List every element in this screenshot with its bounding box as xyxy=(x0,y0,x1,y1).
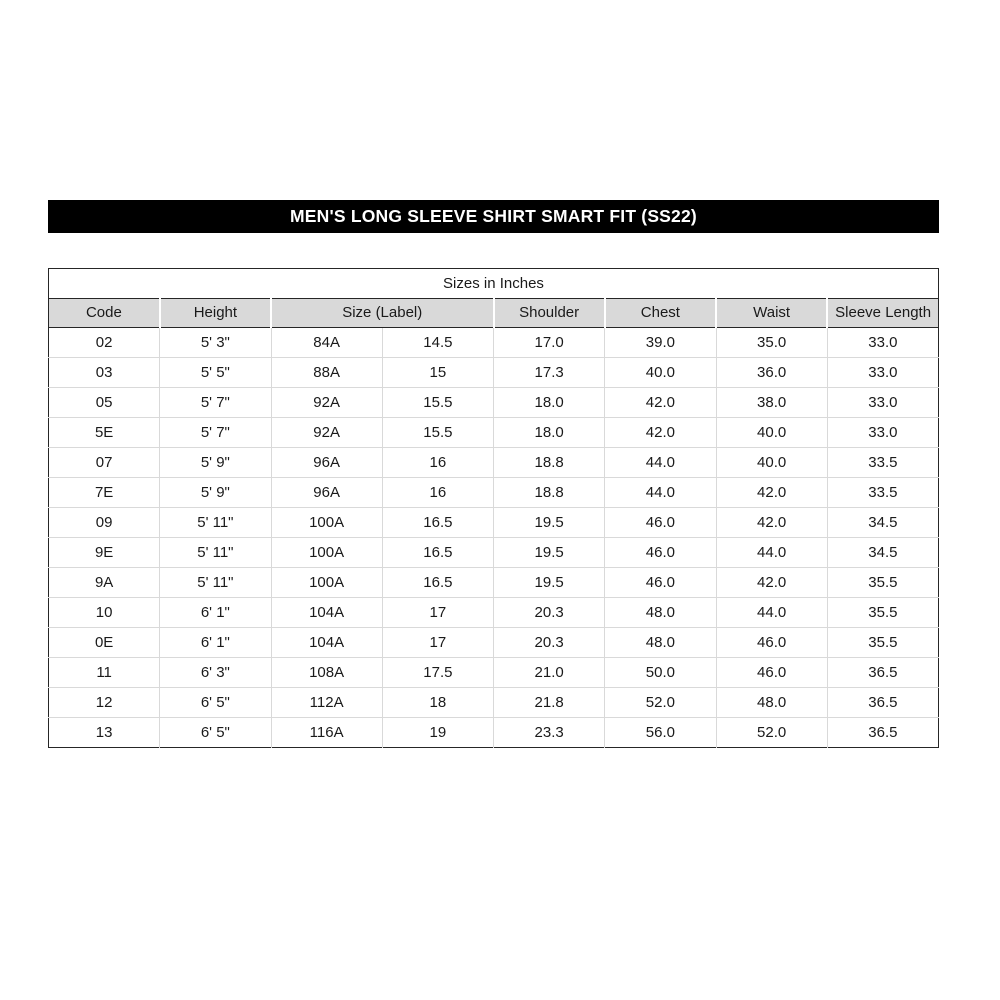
table-cell: 40.0 xyxy=(605,358,716,388)
table-header-row xyxy=(49,298,939,328)
table-caption-row xyxy=(49,269,939,299)
table-cell: 100A xyxy=(271,568,382,598)
table-cell: 02 xyxy=(95,334,113,351)
table-cell: 33.0 xyxy=(827,388,938,418)
table-cell: 112A xyxy=(271,688,382,718)
table-cell: 33.0 xyxy=(827,328,938,358)
table-cell: 18.0 xyxy=(494,388,605,418)
table-cell: 35.5 xyxy=(827,568,938,598)
table-cell: 15.5 xyxy=(382,388,493,418)
table-cell: 34.5 xyxy=(827,508,938,538)
table-cell: 104A xyxy=(271,598,382,628)
table-cell: 11 xyxy=(49,658,160,688)
table-cell: 16 xyxy=(382,448,493,478)
table-cell: 88A xyxy=(271,358,382,388)
table-cell: 5' 9" xyxy=(160,478,271,508)
table-cell: 35.5 xyxy=(827,628,938,658)
table-cell: 46.0 xyxy=(605,568,716,598)
table-cell: 52.0 xyxy=(716,718,827,748)
table-cell: 5' 7" xyxy=(160,388,271,418)
table-cell: 19.5 xyxy=(494,568,605,598)
table-cell: 15.5 xyxy=(382,418,493,448)
table-cell: 21.8 xyxy=(494,688,605,718)
table-cell: 6' 3" xyxy=(160,658,271,688)
table-cell: 40.0 xyxy=(716,418,827,448)
table-cell: 05 xyxy=(49,388,160,418)
table-cell: 33.0 xyxy=(827,418,938,448)
table-cell: 16.5 xyxy=(382,538,493,568)
table-cell: 5' 11" xyxy=(160,508,271,538)
table-cell: 12 xyxy=(49,688,160,718)
table-cell: 16.5 xyxy=(382,508,493,538)
table-cell: 52.0 xyxy=(605,688,716,718)
table-cell: 46.0 xyxy=(605,508,716,538)
table-cell: 44.0 xyxy=(605,478,716,508)
table-cell: 35.5 xyxy=(827,598,938,628)
column-header-waist: Waist xyxy=(716,298,827,328)
table-cell: 17 xyxy=(382,628,493,658)
table-cell: 17.3 xyxy=(494,358,605,388)
table-row xyxy=(49,568,939,598)
table-cell: 19.5 xyxy=(494,508,605,538)
table-cell: 42.0 xyxy=(605,388,716,418)
table-cell: 108A xyxy=(271,658,382,688)
table-cell: 35.0 xyxy=(716,328,827,358)
table-cell: 36.0 xyxy=(716,358,827,388)
table-cell: 16.5 xyxy=(382,568,493,598)
table-cell: 10 xyxy=(49,598,160,628)
table-cell: 23.3 xyxy=(494,718,605,748)
table-cell: 21.0 xyxy=(494,658,605,688)
column-header-height: Height xyxy=(160,298,271,328)
table-row xyxy=(49,688,939,718)
table-cell: 20.3 xyxy=(494,598,605,628)
table-cell: 19.5 xyxy=(494,538,605,568)
table-cell: 17 xyxy=(382,598,493,628)
table-cell: 0E xyxy=(49,628,160,658)
table-cell: 09 xyxy=(49,508,160,538)
table-cell: 18.0 xyxy=(494,418,605,448)
table-body xyxy=(49,328,939,748)
table-cell: 19 xyxy=(382,718,493,748)
table-cell: 13 xyxy=(49,718,160,748)
table-cell: 5' 7" xyxy=(160,418,271,448)
table-row xyxy=(49,328,939,358)
table-cell: 48.0 xyxy=(605,628,716,658)
table-row xyxy=(49,418,939,448)
table-cell: 48.0 xyxy=(716,688,827,718)
table-cell: 6' 5" xyxy=(160,688,271,718)
column-header-size-label: Size (Label) xyxy=(271,298,494,328)
table-cell: 20.3 xyxy=(494,628,605,658)
table-cell: 42.0 xyxy=(716,478,827,508)
table-cell: 46.0 xyxy=(605,538,716,568)
table-cell: 14.5 xyxy=(382,328,493,358)
table-cell: 48.0 xyxy=(605,598,716,628)
table-cell: 42.0 xyxy=(605,418,716,448)
table-cell: 36.5 xyxy=(827,718,938,748)
table-cell: 116A xyxy=(271,718,382,748)
table-cell: 17.5 xyxy=(382,658,493,688)
table-cell: 6' 5" xyxy=(160,718,271,748)
table-cell: 5' 5" xyxy=(160,358,271,388)
table-row xyxy=(49,448,939,478)
table-cell: 17.0 xyxy=(494,328,605,358)
table-cell: 33.5 xyxy=(827,478,938,508)
table-cell: 03 xyxy=(49,358,160,388)
table-cell: 18.8 xyxy=(494,448,605,478)
table-cell: 92A xyxy=(271,418,382,448)
table-cell: 96A xyxy=(271,448,382,478)
table-cell: 36.5 xyxy=(827,688,938,718)
column-header-code: Code xyxy=(49,298,160,328)
table-cell: 100A xyxy=(271,508,382,538)
table-cell: 5' 11" xyxy=(160,568,271,598)
table-cell: 07 xyxy=(49,448,160,478)
table-cell: 46.0 xyxy=(716,628,827,658)
table-row xyxy=(49,508,939,538)
table-cell: 92A xyxy=(271,388,382,418)
table-cell: 46.0 xyxy=(716,658,827,688)
table-cell: 84A xyxy=(271,328,382,358)
table-cell: 56.0 xyxy=(605,718,716,748)
table-cell: 6' 1" xyxy=(160,598,271,628)
table-cell: 6' 1" xyxy=(160,628,271,658)
table-cell: 9A xyxy=(49,568,160,598)
table-cell: 40.0 xyxy=(716,448,827,478)
table-cell: 5E xyxy=(49,418,160,448)
column-header-shoulder: Shoulder xyxy=(494,298,605,328)
table-row xyxy=(49,598,939,628)
table-row xyxy=(49,358,939,388)
table-cell: 5' 9" xyxy=(160,448,271,478)
column-header-chest: Chest xyxy=(605,298,716,328)
table-cell: 34.5 xyxy=(827,538,938,568)
table-cell: 96A xyxy=(271,478,382,508)
table-cell: 18 xyxy=(382,688,493,718)
table-cell: 36.5 xyxy=(827,658,938,688)
table-cell: 33.0 xyxy=(827,358,938,388)
table-cell: 38.0 xyxy=(716,388,827,418)
table-row xyxy=(49,658,939,688)
table-cell: 15 xyxy=(382,358,493,388)
size-chart-table xyxy=(48,268,939,748)
table-caption: Sizes in Inches xyxy=(49,269,939,299)
table-row xyxy=(49,478,939,508)
table-cell: 5' 11" xyxy=(160,538,271,568)
table-cell: 100A xyxy=(271,538,382,568)
table-cell: 16 xyxy=(382,478,493,508)
table-cell: 7E xyxy=(49,478,160,508)
table-row xyxy=(49,718,939,748)
product-title-banner: MEN'S LONG SLEEVE SHIRT SMART FIT (SS22) xyxy=(48,200,939,233)
table-cell: 44.0 xyxy=(605,448,716,478)
table-cell: 44.0 xyxy=(716,598,827,628)
table-cell: 39.0 xyxy=(605,328,716,358)
table-cell: 42.0 xyxy=(716,568,827,598)
table-cell: 5' 3" xyxy=(160,328,271,358)
table-row xyxy=(49,388,939,418)
table-row xyxy=(49,628,939,658)
table-cell: 9E xyxy=(49,538,160,568)
column-header-sleeve-length: Sleeve Length xyxy=(827,298,938,328)
table-cell: 44.0 xyxy=(716,538,827,568)
table-row xyxy=(49,538,939,568)
table-cell: 50.0 xyxy=(605,658,716,688)
table-cell: 42.0 xyxy=(716,508,827,538)
table-cell: 104A xyxy=(271,628,382,658)
table-cell: 18.8 xyxy=(494,478,605,508)
table-cell: 33.5 xyxy=(827,448,938,478)
